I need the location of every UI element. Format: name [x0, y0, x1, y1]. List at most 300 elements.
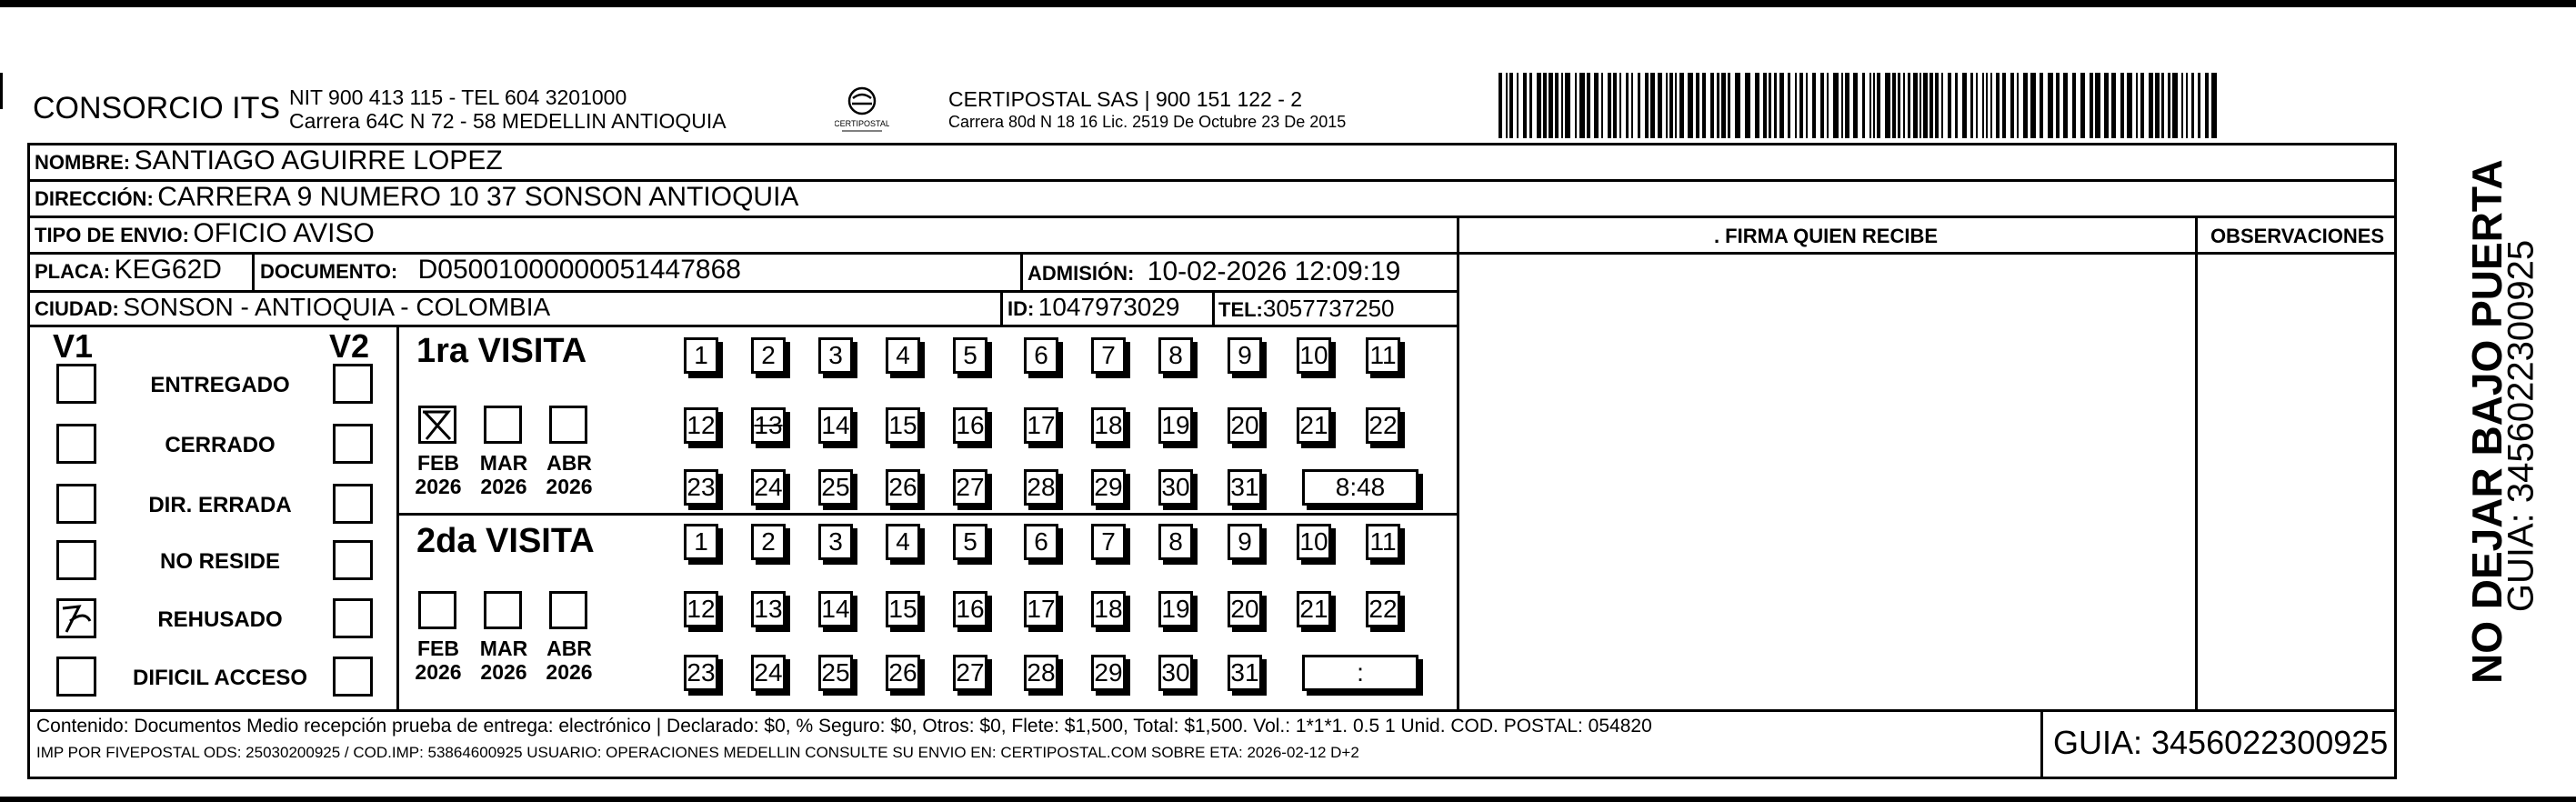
- day-number: 22: [1368, 411, 1398, 439]
- v2-checkbox[interactable]: [333, 424, 373, 464]
- direccion-field: DIRECCIÓN: CARRERA 9 NUMERO 10 37 SONSON ANTIOQUIA: [35, 182, 799, 212]
- first-visit-day-box[interactable]: [751, 407, 786, 444]
- second-visit-day-box[interactable]: [1158, 591, 1193, 627]
- first-visit-day-box[interactable]: [1228, 407, 1262, 444]
- barcode-bar: [1638, 73, 1640, 138]
- barcode-bar: [1543, 73, 1547, 138]
- nombre-field: NOMBRE: SANTIAGO AGUIRRE LOPEZ: [35, 145, 503, 175]
- day-number: 16: [956, 411, 985, 439]
- first-visit-day-box[interactable]: [953, 469, 987, 506]
- col-line: [2195, 216, 2198, 709]
- barcode-bar: [1788, 73, 1790, 138]
- status-option-label: NO RESIDE: [159, 549, 281, 574]
- second-visit-day-box[interactable]: [886, 524, 920, 560]
- row-line: [27, 216, 2397, 218]
- barcode-bar: [2002, 73, 2006, 138]
- barcode-bar: [2090, 73, 2093, 138]
- second-visit-day-box[interactable]: [1024, 655, 1058, 691]
- barcode-bar: [1903, 73, 1905, 138]
- first-visit-month-checkbox[interactable]: [484, 406, 522, 444]
- barcode-bar: [1658, 73, 1662, 138]
- second-visit-day-box[interactable]: [751, 655, 786, 691]
- row-line: [27, 325, 1457, 327]
- day-number: 3: [828, 341, 843, 369]
- second-visit-day-box[interactable]: [1228, 591, 1262, 627]
- first-visit-time-box[interactable]: 8:48: [1302, 469, 1418, 506]
- first-visit-day-box[interactable]: [1091, 337, 1126, 374]
- barcode-bar: [1812, 73, 1816, 138]
- no-dejar-warning: NO DEJAR BAJO PUERTA: [2463, 159, 2511, 684]
- barcode-bar: [1555, 73, 1559, 138]
- barcode-bar: [1990, 73, 1992, 138]
- v1-checkbox[interactable]: [56, 540, 96, 580]
- barcode-bar: [1908, 73, 1910, 138]
- second-visit-day-box[interactable]: [1228, 524, 1262, 560]
- col-line: [396, 325, 399, 709]
- day-number: 17: [1027, 595, 1056, 623]
- company-nit: NIT 900 413 115 - TEL 604 3201000: [289, 85, 627, 109]
- first-visit-day-box[interactable]: [1228, 469, 1262, 506]
- v2-checkbox[interactable]: [333, 598, 373, 638]
- first-visit-day-box[interactable]: [818, 469, 853, 506]
- documento-value: D05001000000051447868: [417, 255, 741, 285]
- barcode-bar: [1845, 73, 1849, 138]
- barcode-bar: [1666, 73, 1668, 138]
- barcode-bar: [1594, 73, 1599, 138]
- documento-field: DOCUMENTO: D05001000000051447868: [260, 255, 741, 285]
- second-visit-day-box[interactable]: [1024, 524, 1058, 560]
- barcode-bar: [1833, 73, 1839, 138]
- barcode: [1498, 73, 2221, 138]
- left-margin-mark: [0, 73, 3, 109]
- barcode-bar: [1919, 73, 1921, 138]
- day-number: 27: [956, 473, 985, 501]
- barcode-bar: [1795, 73, 1797, 138]
- placa-field: PLACA: KEG62D: [35, 255, 222, 285]
- day-number: 21: [1299, 411, 1328, 439]
- first-visit-day-box[interactable]: [953, 337, 987, 374]
- barcode-bar: [1650, 73, 1655, 138]
- barcode-bar: [1529, 73, 1532, 138]
- first-visit-day-box[interactable]: [886, 469, 920, 506]
- day-number: 13: [754, 595, 783, 623]
- v1-checkbox[interactable]: [56, 484, 96, 524]
- day-number: 18: [1094, 595, 1123, 623]
- id-value: 1047973029: [1037, 293, 1180, 321]
- day-number: 6: [1034, 341, 1048, 369]
- first-visit-day-box[interactable]: [1024, 407, 1058, 444]
- barcode-bar: [1929, 73, 1933, 138]
- barcode-bar: [1721, 73, 1726, 138]
- row-line: [396, 513, 1457, 516]
- day-number: 24: [754, 658, 783, 687]
- second-visit-day-box[interactable]: [1091, 655, 1126, 691]
- barcode-bar: [1728, 73, 1730, 138]
- barcode-bar: [1613, 73, 1617, 138]
- v2-checkbox[interactable]: [333, 484, 373, 524]
- tipo-field: TIPO DE ENVIO: OFICIO AVISO: [35, 218, 375, 248]
- barcode-bar: [1873, 73, 1875, 138]
- barcode-bar: [1537, 73, 1541, 138]
- col-line: [1020, 252, 1023, 290]
- day-number: 30: [1161, 658, 1190, 687]
- barcode-bar: [1517, 73, 1519, 138]
- day-number: 12: [687, 595, 716, 623]
- barcode-bar: [1506, 73, 1508, 138]
- check-mark-icon: [421, 408, 454, 441]
- first-visit-day-box[interactable]: [1024, 337, 1058, 374]
- first-visit-label: 1ra VISITA: [416, 332, 587, 370]
- second-visit-day-box[interactable]: [953, 655, 987, 691]
- status-option-label: DIR. ERRADA: [148, 493, 292, 517]
- barcode-bar: [1717, 73, 1719, 138]
- barcode-bar: [2095, 73, 2100, 138]
- day-number: 7: [1101, 527, 1116, 556]
- v2-label: V2: [329, 327, 370, 365]
- barcode-bar: [2111, 73, 2116, 138]
- barcode-bar: [2104, 73, 2109, 138]
- day-number: 1: [694, 341, 708, 369]
- side-text: [2410, 159, 2546, 684]
- first-visit-month-checkbox[interactable]: [549, 406, 587, 444]
- barcode-bar: [1561, 73, 1563, 138]
- barcode-bar: [1935, 73, 1939, 138]
- barcode-bar: [2172, 73, 2178, 138]
- barcode-bar: [1710, 73, 1714, 138]
- barcode-bar: [2072, 73, 2076, 138]
- barcode-bar: [1688, 73, 1693, 138]
- barcode-bar: [2017, 73, 2019, 138]
- v1-checkbox[interactable]: [56, 424, 96, 464]
- day-number: 15: [888, 411, 917, 439]
- barcode-bar: [1877, 73, 1880, 138]
- first-visit-day-box[interactable]: [886, 407, 920, 444]
- nombre-value: SANTIAGO AGUIRRE LOPEZ: [134, 145, 503, 175]
- tel-value: 3057737250: [1262, 295, 1395, 322]
- top-border: [0, 0, 2576, 7]
- barcode-bar: [2030, 73, 2036, 138]
- first-visit-day-box[interactable]: [1366, 337, 1400, 374]
- barcode-bar: [2149, 73, 2153, 138]
- first-visit-day-box[interactable]: [1228, 337, 1262, 374]
- v1-checkbox[interactable]: [56, 657, 96, 697]
- barcode-bar: [2191, 73, 2194, 138]
- second-visit-day-box[interactable]: [818, 524, 853, 560]
- barcode-bar: [2120, 73, 2124, 138]
- second-visit-day-box[interactable]: [1366, 591, 1400, 627]
- day-number: 11: [1369, 527, 1397, 556]
- first-visit-day-box[interactable]: [751, 337, 786, 374]
- second-visit-day-box[interactable]: [1091, 591, 1126, 627]
- day-number: 1: [694, 527, 708, 556]
- barcode-bar: [1735, 73, 1740, 138]
- barcode-bar: [1645, 73, 1649, 138]
- v1-checkbox[interactable]: [56, 364, 96, 404]
- day-number: 7: [1101, 341, 1116, 369]
- second-visit-day-box[interactable]: [1366, 524, 1400, 560]
- barcode-bar: [1769, 73, 1771, 138]
- second-visit-month-checkbox[interactable]: [484, 591, 522, 629]
- day-number: 14: [821, 595, 850, 623]
- day-number: 23: [687, 658, 716, 687]
- day-number: 14: [821, 411, 850, 439]
- day-number: 29: [1094, 658, 1123, 687]
- first-visit-day-box[interactable]: [1158, 407, 1193, 444]
- day-number: 24: [754, 473, 783, 501]
- day-number: 9: [1238, 527, 1252, 556]
- status-option-label: CERRADO: [165, 433, 276, 457]
- second-visit-day-box[interactable]: [1297, 591, 1331, 627]
- barcode-bar: [1763, 73, 1767, 138]
- barcode-bar: [1579, 73, 1585, 138]
- first-visit-day-box[interactable]: [1158, 469, 1193, 506]
- barcode-bar: [2140, 73, 2144, 138]
- status-option-label: REHUSADO: [157, 607, 283, 632]
- barcode-bar: [1779, 73, 1784, 138]
- barcode-bar: [1549, 73, 1553, 138]
- barcode-bar: [2127, 73, 2132, 138]
- col-line: [1000, 290, 1003, 325]
- row-line: [1457, 252, 2397, 255]
- day-number: 12: [687, 411, 716, 439]
- first-visit-month-label: MAR 2026: [479, 451, 528, 498]
- barcode-bar: [1696, 73, 1699, 138]
- barcode-bar: [1679, 73, 1684, 138]
- first-visit-day-box[interactable]: [751, 469, 786, 506]
- day-number: 23: [687, 473, 716, 501]
- first-visit-month-checkbox[interactable]: [418, 406, 456, 444]
- barcode-bar: [1955, 73, 1958, 138]
- company-name: CONSORCIO ITS: [33, 91, 281, 125]
- barcode-bar: [2186, 73, 2188, 138]
- barcode-bar: [1923, 73, 1928, 138]
- firma-header: . FIRMA QUIEN RECIBE: [1713, 225, 1939, 247]
- placa-value: KEG62D: [114, 255, 222, 285]
- second-visit-day-box[interactable]: [953, 524, 987, 560]
- barcode-bar: [1675, 73, 1677, 138]
- footer-guia: GUIA: 3456022300925: [2053, 724, 2389, 761]
- second-visit-day-box[interactable]: [751, 591, 786, 627]
- barcode-bar: [1565, 73, 1570, 138]
- second-visit-month-label: FEB 2026: [415, 637, 462, 684]
- barcode-bar: [1820, 73, 1824, 138]
- day-number: 6: [1034, 527, 1048, 556]
- barcode-bar: [2056, 73, 2060, 138]
- first-visit-day-box[interactable]: [953, 407, 987, 444]
- second-visit-day-box[interactable]: [886, 655, 920, 691]
- day-number: 18: [1094, 411, 1123, 439]
- tipo-value: OFICIO AVISO: [193, 218, 375, 248]
- second-visit-time-box[interactable]: :: [1302, 655, 1418, 691]
- second-visit-day-box[interactable]: [1158, 655, 1193, 691]
- day-number: 3: [828, 527, 843, 556]
- barcode-bar: [1631, 73, 1633, 138]
- barcode-bar: [1941, 73, 1943, 138]
- barcode-bar: [1885, 73, 1890, 138]
- status-option-label: ENTREGADO: [150, 373, 290, 397]
- day-number: 16: [956, 595, 985, 623]
- day-number: 31: [1230, 658, 1259, 687]
- day-number: 17: [1027, 411, 1056, 439]
- certipostal-address: Carrera 80d N 18 16 Lic. 2519 De Octubre 23 De 2015: [948, 113, 1347, 131]
- tel-field: TEL:3057737250: [1218, 295, 1395, 322]
- second-visit-day-box[interactable]: [1297, 524, 1331, 560]
- day-number: 20: [1230, 595, 1259, 623]
- day-number: 31: [1230, 473, 1259, 501]
- day-number: 10: [1299, 527, 1328, 556]
- barcode-bar: [1587, 73, 1590, 138]
- barcode-bar: [1892, 73, 1896, 138]
- day-number: 27: [956, 658, 985, 687]
- side-guia: GUIA: 3456022300925: [2501, 239, 2541, 613]
- v2-checkbox[interactable]: [333, 540, 373, 580]
- day-number: 10: [1299, 341, 1328, 369]
- barcode-bar: [2040, 73, 2043, 138]
- barcode-bar: [1669, 73, 1673, 138]
- second-visit-day-box[interactable]: [751, 524, 786, 560]
- barcode-bar: [2136, 73, 2138, 138]
- admision-value: 10-02-2026 12:09:19: [1147, 256, 1401, 286]
- barcode-bar: [1986, 73, 1988, 138]
- day-number: 25: [821, 473, 850, 501]
- barcode-bar: [1509, 73, 1513, 138]
- second-visit-day-box[interactable]: [1024, 591, 1058, 627]
- first-visit-day-box[interactable]: [1158, 337, 1193, 374]
- barcode-bar: [1523, 73, 1527, 138]
- barcode-bar: [1841, 73, 1843, 138]
- barcode-bar: [1862, 73, 1865, 138]
- barcode-bar: [1898, 73, 1900, 138]
- barcode-bar: [1996, 73, 2000, 138]
- v1-label: V1: [53, 327, 94, 365]
- second-visit-day-box[interactable]: [818, 655, 853, 691]
- day-number: 4: [896, 341, 910, 369]
- day-number: 20: [1230, 411, 1259, 439]
- second-visit-day-box[interactable]: [818, 591, 853, 627]
- certipostal-logo: [835, 85, 889, 136]
- first-visit-day-box[interactable]: [1297, 337, 1331, 374]
- barcode-bar: [1962, 73, 1967, 138]
- second-visit-day-box[interactable]: [1091, 524, 1126, 560]
- barcode-bar: [2198, 73, 2200, 138]
- barcode-bar: [2161, 73, 2164, 138]
- day-number: 30: [1161, 473, 1190, 501]
- first-visit-day-box[interactable]: [1091, 469, 1126, 506]
- barcode-bar: [1982, 73, 1984, 138]
- footer-print-info: IMP POR FIVEPOSTAL ODS: 25030200925 / COD.IMP: 53864600925 USUARIO: OPERACIONES MEDELLIN CONSULTE SU ENVIO EN: CERTIPOSTAL.COM SOBRE ETA: 2026-02-12 D+2: [36, 744, 1359, 761]
- observaciones-header: OBSERVACIONES: [2210, 225, 2385, 247]
- second-visit-day-box[interactable]: [953, 591, 987, 627]
- col-line: [1212, 290, 1215, 325]
- barcode-bar: [2080, 73, 2085, 138]
- status-option-label: DIFICIL ACCESO: [132, 666, 307, 690]
- day-number: 4: [896, 527, 910, 556]
- barcode-bar: [1853, 73, 1858, 138]
- day-number: 19: [1161, 411, 1190, 439]
- first-visit-day-box[interactable]: [1366, 407, 1400, 444]
- barcode-bar: [2010, 73, 2014, 138]
- check-mark-icon: [59, 601, 94, 636]
- barcode-bar: [1498, 73, 1502, 138]
- day-number: 29: [1094, 473, 1123, 501]
- day-number: 28: [1027, 473, 1056, 501]
- second-visit-day-box[interactable]: [1158, 524, 1193, 560]
- barcode-bar: [2023, 73, 2028, 138]
- first-visit-day-box[interactable]: [684, 337, 718, 374]
- footer-contents: Contenido: Documentos Medio recepción prueba de entrega: electrónico | Declarado: $0, % Seguro: $0, Otros: $0, Flete: $1,500, Total: $1,500. Vol.: 1*1*1. 0.5 1 Unid. COD. POSTAL: 054820: [36, 716, 1652, 737]
- barcode-bar: [1970, 73, 1973, 138]
- barcode-bar: [1913, 73, 1918, 138]
- svg-text:CERTIPOSTAL: CERTIPOSTAL: [835, 119, 889, 128]
- barcode-bar: [2211, 73, 2217, 138]
- barcode-bar: [1806, 73, 1808, 138]
- v2-checkbox[interactable]: [333, 657, 373, 697]
- barcode-bar: [2205, 73, 2209, 138]
- second-visit-day-box[interactable]: [684, 524, 718, 560]
- first-visit-month-label: ABR 2026: [546, 451, 593, 498]
- barcode-bar: [1976, 73, 1978, 138]
- barcode-bar: [2155, 73, 2160, 138]
- barcode-bar: [1745, 73, 1750, 138]
- barcode-bar: [2181, 73, 2183, 138]
- barcode-bar: [1575, 73, 1577, 138]
- day-number: 5: [963, 341, 977, 369]
- second-visit-month-checkbox[interactable]: [549, 591, 587, 629]
- day-number: 21: [1299, 595, 1328, 623]
- first-visit-day-box[interactable]: [1024, 469, 1058, 506]
- barcode-bar: [1774, 73, 1777, 138]
- first-visit-day-box[interactable]: [1297, 407, 1331, 444]
- first-visit-day-box[interactable]: [886, 337, 920, 374]
- first-visit-day-box[interactable]: [684, 469, 718, 506]
- col-line: [2040, 709, 2043, 779]
- day-number: 8: [1168, 527, 1183, 556]
- first-visit-day-box[interactable]: [818, 337, 853, 374]
- barcode-bar: [1702, 73, 1706, 138]
- first-visit-day-box[interactable]: [684, 407, 718, 444]
- barcode-bar: [1948, 73, 1951, 138]
- second-visit-label: 2da VISITA: [416, 522, 595, 560]
- day-number: 8: [1168, 341, 1183, 369]
- day-number: 15: [888, 595, 917, 623]
- second-visit-day-box[interactable]: [684, 591, 718, 627]
- barcode-bar: [2048, 73, 2053, 138]
- second-visit-month-checkbox[interactable]: [418, 591, 456, 629]
- first-visit-day-box[interactable]: [1091, 407, 1126, 444]
- barcode-bar: [1608, 73, 1611, 138]
- first-visit-day-box[interactable]: [818, 407, 853, 444]
- second-visit-month-label: MAR 2026: [479, 637, 528, 684]
- second-visit-day-box[interactable]: [684, 655, 718, 691]
- day-number: 26: [888, 658, 917, 687]
- barcode-bar: [1626, 73, 1629, 138]
- barcode-bar: [1755, 73, 1759, 138]
- barcode-bar: [1827, 73, 1829, 138]
- day-number: 22: [1368, 595, 1398, 623]
- day-number: 25: [821, 658, 850, 687]
- day-number: 2: [761, 341, 776, 369]
- barcode-bar: [2168, 73, 2170, 138]
- v1-checkbox[interactable]: [56, 598, 96, 638]
- day-number: 11: [1369, 341, 1397, 369]
- bottom-border: [0, 797, 2576, 802]
- second-visit-day-box[interactable]: [886, 591, 920, 627]
- barcode-bar: [1869, 73, 1871, 138]
- second-visit-day-box[interactable]: [1228, 655, 1262, 691]
- v2-checkbox[interactable]: [333, 364, 373, 404]
- certipostal-company: CERTIPOSTAL SAS | 900 151 122 - 2: [948, 87, 1303, 111]
- first-visit-month-label: FEB 2026: [415, 451, 462, 498]
